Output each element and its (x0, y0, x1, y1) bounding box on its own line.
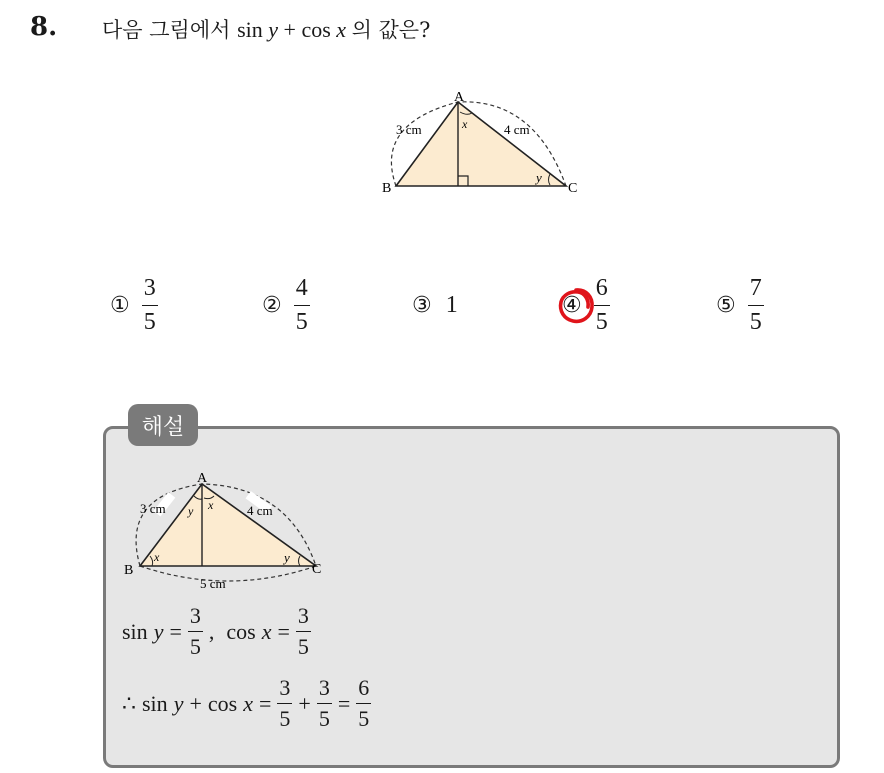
equals: = (337, 690, 351, 716)
fraction-bar (142, 305, 158, 306)
fraction (188, 604, 203, 659)
expr-y: y (268, 17, 279, 42)
label-b: B (382, 181, 392, 196)
answer-circle-mark (556, 286, 596, 326)
choice-fraction (748, 275, 764, 335)
numerator: 3 (297, 603, 309, 628)
choice-2[interactable] (262, 272, 310, 338)
fraction-bar (296, 631, 311, 632)
numerator: 7 (749, 275, 762, 302)
denominator: 5 (358, 706, 370, 732)
choice-number-text: ④ (562, 292, 582, 318)
fraction (296, 604, 311, 659)
denominator: 5 (297, 634, 309, 660)
cos-text: cos (207, 690, 238, 716)
denominator: 5 (295, 308, 308, 335)
label-angle-x-b: x (154, 550, 160, 564)
label-angle-y-top: y (188, 504, 194, 518)
var-x: x (243, 690, 253, 716)
label-side-ab: 3 cm (140, 501, 166, 516)
equals: = (169, 618, 182, 644)
denominator: 5 (749, 308, 762, 335)
fraction-bar (294, 305, 310, 306)
choice-1[interactable] (110, 272, 158, 338)
choice-fraction (594, 275, 610, 335)
label-side-ab: 3 cm (396, 122, 422, 137)
numerator: 3 (189, 603, 201, 628)
question-expression (237, 17, 351, 42)
choice-number: ⑤ (716, 292, 736, 318)
fraction (317, 676, 332, 731)
solution-triangle-figure (120, 466, 340, 594)
denominator: 5 (595, 308, 608, 335)
sin-text: sin (122, 618, 148, 644)
question-suffix: 의 값은? (351, 18, 431, 42)
numerator: 6 (358, 675, 370, 700)
solution-tab: 해설 (128, 404, 198, 446)
var-y: y (173, 690, 184, 716)
numerator: 3 (318, 675, 330, 700)
label-side-ac: 4 cm (247, 503, 273, 518)
choice-3[interactable] (412, 272, 458, 338)
question-prefix: 다음 그림에서 (102, 18, 231, 42)
base-arc (140, 566, 316, 581)
fraction-bar (317, 703, 332, 704)
plus: + (189, 690, 202, 716)
choice-4[interactable] (562, 272, 610, 338)
cos-text: cos (226, 618, 256, 644)
question-text (102, 14, 430, 44)
label-side-bc: 5 cm (200, 576, 226, 591)
choice-number (562, 293, 582, 318)
fraction (277, 676, 292, 731)
answer-choices (0, 272, 884, 342)
numerator: 6 (595, 275, 608, 302)
choice-fraction (294, 275, 310, 335)
choice-5[interactable] (716, 272, 764, 338)
fraction-bar (594, 305, 610, 306)
numerator: 4 (295, 275, 308, 302)
expr-sin: sin (237, 17, 263, 42)
numerator: 3 (279, 675, 291, 700)
fraction-bar (277, 703, 292, 704)
label-angle-x: x (462, 117, 468, 131)
label-a: A (197, 471, 208, 486)
choice-number: ① (110, 292, 130, 318)
fraction (356, 676, 371, 731)
triangle-figure (374, 84, 594, 202)
choice-value: 1 (445, 291, 458, 318)
choice-number: ② (262, 292, 282, 318)
denominator: 5 (318, 706, 330, 732)
label-c: C (568, 181, 578, 196)
fraction-bar (188, 631, 203, 632)
expr-cos: cos (301, 17, 331, 42)
equals: = (277, 618, 290, 644)
label-angle-y-c: y (284, 550, 290, 565)
solution-line-1 (122, 604, 317, 659)
fraction-bar (356, 703, 371, 704)
comma: , (208, 618, 215, 644)
therefore-symbol: ∴ (122, 690, 136, 716)
label-a: A (454, 90, 465, 105)
denominator: 5 (143, 308, 156, 335)
equals: = (258, 690, 272, 716)
label-c: C (312, 562, 322, 577)
expr-plus: + (278, 17, 302, 42)
choice-number: ③ (412, 292, 432, 318)
fraction-bar (748, 305, 764, 306)
var-x: x (261, 618, 272, 644)
plus: + (298, 690, 311, 716)
question-number: 8. (30, 12, 58, 42)
var-y: y (153, 618, 164, 644)
solution-line-2 (122, 676, 377, 731)
label-b: B (124, 563, 134, 578)
choice-fraction (142, 275, 158, 335)
denominator: 5 (189, 634, 201, 660)
label-angle-y: y (536, 170, 542, 185)
numerator: 3 (143, 275, 156, 302)
sin-text: sin (142, 690, 168, 716)
denominator: 5 (279, 706, 291, 732)
label-angle-x-top: x (208, 498, 214, 512)
label-side-ac: 4 cm (504, 122, 530, 137)
expr-x: x (336, 17, 347, 42)
